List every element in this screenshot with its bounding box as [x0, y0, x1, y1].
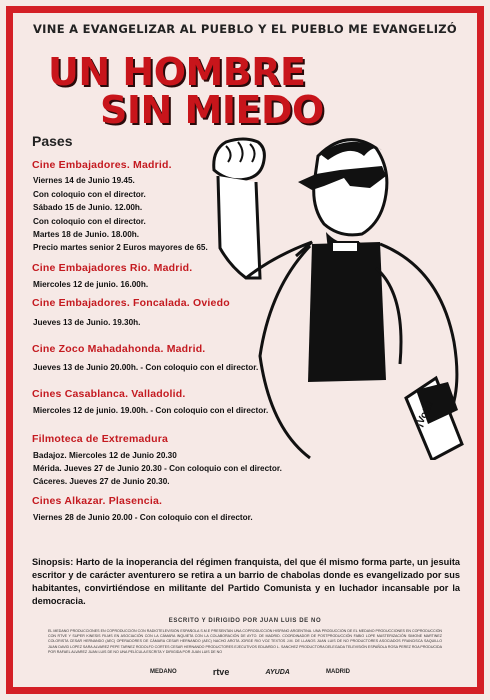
- director-credit: ESCRITO Y DIRIGIDO POR JUAN LUIS DE NO: [168, 618, 322, 624]
- synopsis: Sinopsis: Harto de la inoperancia del régimen franquista, del que él mismo forma parte, un jesuita escritor y de carácter aventurero se retira a un barrio de chabolas donde es evangelizado por sus habitantes, convirtiéndose en militante del Partido Comunista y en luchador incansable por la democracia.: [32, 557, 460, 606]
- screening-line: Con coloquio con el director.: [33, 217, 146, 226]
- rtve-logo: rtve: [212, 667, 230, 677]
- screening-line: Badajoz. Miercoles 12 de Junio 20.30: [33, 451, 177, 460]
- tagline: VINE A EVANGELIZAR AL PUEBLO Y EL PUEBLO ME EVANGELIZÓ: [32, 22, 457, 36]
- screening-line: Miercoles 12 de junio. 19.00h. - Con coloquio con el director.: [33, 406, 269, 415]
- venue-title: Cine Embajadores. Foncalada. Oviedo: [32, 297, 230, 309]
- screening-line: Mérida. Jueves 27 de Junio 20.30 - Con coloquio con el director.: [33, 464, 282, 473]
- screening-line: Precio martes senior 2 Euros mayores de 65.: [33, 243, 208, 252]
- sponsor-logos: [150, 665, 350, 679]
- venue-title: Cine Embajadores. Madrid.: [32, 159, 172, 171]
- ayuda-logo: AYUDA: [265, 668, 290, 676]
- title-line-2: SIN MIEDO: [100, 88, 324, 132]
- screening-line: Viernes 14 de Junio 19.45.: [33, 176, 135, 185]
- screening-line: Sábado 15 de Junio. 12.00h.: [33, 203, 143, 212]
- screening-line: Jueves 13 de Junio 20.00h. - Con coloquio con el director.: [33, 363, 259, 372]
- screening-line: Miercoles 12 de junio. 16.00h.: [33, 280, 149, 289]
- screening-line: Con coloquio con el director.: [33, 190, 146, 199]
- priest-illustration: [200, 128, 480, 460]
- pases-heading: Pases: [32, 133, 73, 149]
- vote-sign-label: ¡Vota!: [414, 399, 436, 429]
- screening-line: Jueves 13 de Junio. 19.30h.: [33, 318, 141, 327]
- madrid-logo: MADRID: [325, 669, 350, 675]
- venue-title: Cines Casablanca. Valladolid.: [32, 388, 186, 400]
- venue-title: Cine Zoco Mahadahonda. Madrid.: [32, 343, 206, 355]
- credits-block: EL MEDANO PRODUCCIONES EN COPRODUCCIÓN CON RADIOTELEVISIÓN ESPAÑOLA S.M.E PRESENTAN UNA COPRODUCCIÓN HISPANO ARGENTINA. UNA PRODUCCIÓN DE EL MEDANO PRODUCCIONES EN COPRODUCCIÓN CON RTVE Y SUPER KINESIS FILMS EN ASOCIACIÓN CON LA CÁMARA INQUIETA CON LA COLABORACIÓN DE AYTO. DE MADRID. COORDINADOR DE POSTPRODUCCIÓN FABIO LOPE MASTERIZACIÓN SIMONE MARTINEZ COLORISTA CESAR HERNANDO (AEC) OPERADORES DE CÁMARA CESAR HERNANDO (AEC) NACHO AROTA JORGE RIO VOZ TEXTOS J.M. DE LLANOS JUAN LUIS DE NO PRODUCTORES ASOCIADOS FRANCISCA SAQUILLO JUAN DAVID LOPEZ SARA ALVAREZ PEPE TARNEZ RODOLFO CORTES CESAR HERNANDO PRODUCTORES EJECUTIVOS EDUARDO L. SANCHEZ PRODUCTORA DELEGADA TELEVISIÓN ESPAÑOLA ROSA PEREZ ROA PRODUCIDA POR RAFAEL ALVAREZ JUAN LUIS DE NO UNA PELÍCULA ESCRITA Y DIRIGIDA POR JUAN LUIS DE NO: [48, 629, 442, 654]
- screening-line: Cáceres. Jueves 27 de Junio 20.30.: [33, 477, 170, 486]
- venue-title: Cine Embajadores Rio. Madrid.: [32, 262, 193, 274]
- title-line-1: UN HOMBRE: [48, 50, 306, 94]
- screening-line: Martes 18 de Junio. 18.00h.: [33, 230, 140, 239]
- venue-title: Cines Alkazar. Plasencia.: [32, 495, 163, 507]
- screening-line: Viernes 28 de Junio 20.00 - Con coloquio con el director.: [33, 513, 253, 522]
- medano-logo: MEDANO: [150, 669, 177, 675]
- venue-title: Filmoteca de Extremadura: [32, 433, 169, 445]
